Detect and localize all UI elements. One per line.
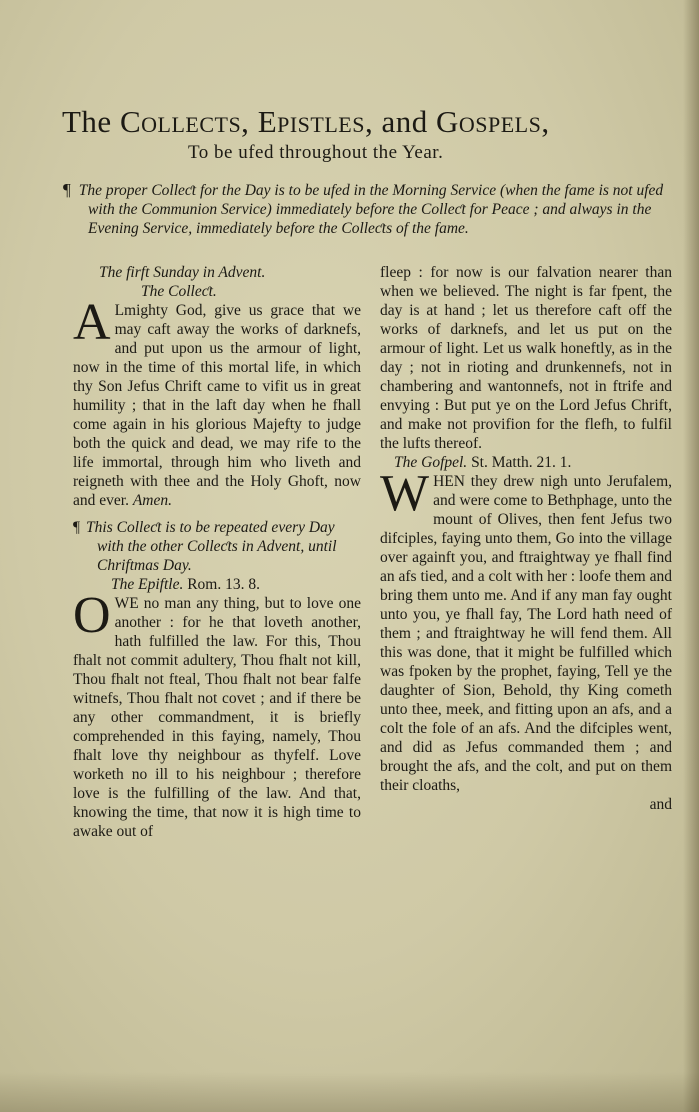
rubric-text: The proper Colleƈt for the Day is to be ufed in the Morning Service (when the fame is not ufed with the Communion Service) immediately before the Colleƈt for Peace ; and always in the Evening Service, immediately before the Colleƈts of the fame.: [78, 182, 664, 237]
collect-amen: Amen.: [132, 492, 172, 509]
epistle-heading-label: The Epiftle.: [111, 576, 184, 593]
gospel-heading-label: The Gofpel.: [394, 454, 468, 471]
collect-dropcap: A: [73, 294, 111, 351]
page-bottom-shadow: [0, 1072, 699, 1112]
title-word-collects: Collects,: [119, 104, 250, 139]
epistle-text: WE no man any thing, but to love one another : for he that loveth another, hath fulfilled the law. For this, Thou fhalt not commit adultery, Thou fhalt not kill, Thou fhalt not fteal, Thou fhalt not bear falfe witnefs, Thou fhalt not covet ; and if there be any other commandment, it is briefly comprehended in this faying, namely, Thou fhalt love thy neighbour as thyfelf. Love worketh no ill to his neighbour ; therefore love is the fulfilling of the law. And that, knowing the time, that now it is high time to awake out of: [73, 595, 361, 840]
advent-note-text: This Colleƈt is to be repeated every Day with the other Colleƈts in Advent, until Chriftmas Day.: [86, 519, 337, 574]
collect-paragraph: [73, 294, 361, 510]
epistle-paragraph: [73, 587, 361, 841]
gospel-heading-ref: St. Matth. 21. 1.: [471, 454, 572, 471]
title-word-epistles: Epistles,: [257, 104, 374, 139]
page-title: [62, 104, 687, 140]
advent-note: [73, 518, 361, 575]
epistle-dropcap: O: [73, 587, 111, 644]
collect-heading: The Colleƈt.: [141, 283, 217, 300]
catchword: and: [649, 796, 672, 813]
gospel-text: HEN they drew nigh unto Jerufalem, and were come to Bethphage, unto the mount of Olives, then fent Jefus two difciples, faying unto them, Go into the village over againft you, and ftraightway ye fhall find an afs tied, and a colt with her : loofe them and bring them unto me. And if any man fay ought unto you, ye fhall fay, The Lord hath need of them ; and ftraightway he will fend them. All this was done, that it might be fulfilled which was fpoken by the prophet, faying, Tell ye the daughter of Sion, Behold, thy King cometh unto thee, meek, and fitting upon an afs, and a colt the fole of an afs. And the difciples went, and did as Jefus commanded them ; and brought the afs, and the colt, and put on them their cloaths,: [380, 473, 672, 794]
page-edge-shadow: [683, 0, 699, 1112]
sunday-heading: The firft Sunday in Advent.: [99, 264, 266, 281]
title-word-and: and: [381, 104, 428, 139]
epistle-heading: [73, 575, 361, 594]
collect-text: Lmighty God, give us grace that we may caft away the works of darknefs, and put upon us the armour of light, now in the time of this mortal life, in which thy Son Jefus Chrift came to vifit us in great humility ; that in the laft day when he fhall come again in his glorious Majefty to judge both the quick and dead, we may rife to the life immortal, through him who liveth and reigneth with thee and the Holy Ghoft, now and ever.: [73, 302, 361, 509]
epistle-continued: fleep : for now is our falvation nearer than when we believed. The night is far fpent, the day is at hand ; let us therefore caft off the works of darknefs, and let us put on the armour of light. Let us walk honeftly, as in the day ; not in rioting and drunkennefs, not in chambering and wantonnefs, not in ftrife and envying : But put ye on the Lord Jefus Chrift, and make not provifion for the flefh, to fulfil the lufts thereof.: [380, 264, 672, 452]
left-column: [73, 263, 361, 841]
gospel-dropcap: W: [380, 465, 430, 522]
title-word-the: The: [62, 104, 112, 139]
title-word-gospels: Gospels,: [436, 104, 550, 139]
gospel-paragraph: [380, 465, 672, 795]
epistle-heading-ref: Rom. 13. 8.: [187, 576, 260, 593]
right-column: [380, 263, 672, 814]
page-subtitle: To be ufed throughout the Year.: [188, 142, 444, 163]
gospel-heading: [380, 453, 672, 472]
pilcrow-icon: ¶: [73, 519, 81, 536]
pilcrow-icon: ¶: [63, 180, 71, 199]
rubric-note: [63, 180, 680, 238]
